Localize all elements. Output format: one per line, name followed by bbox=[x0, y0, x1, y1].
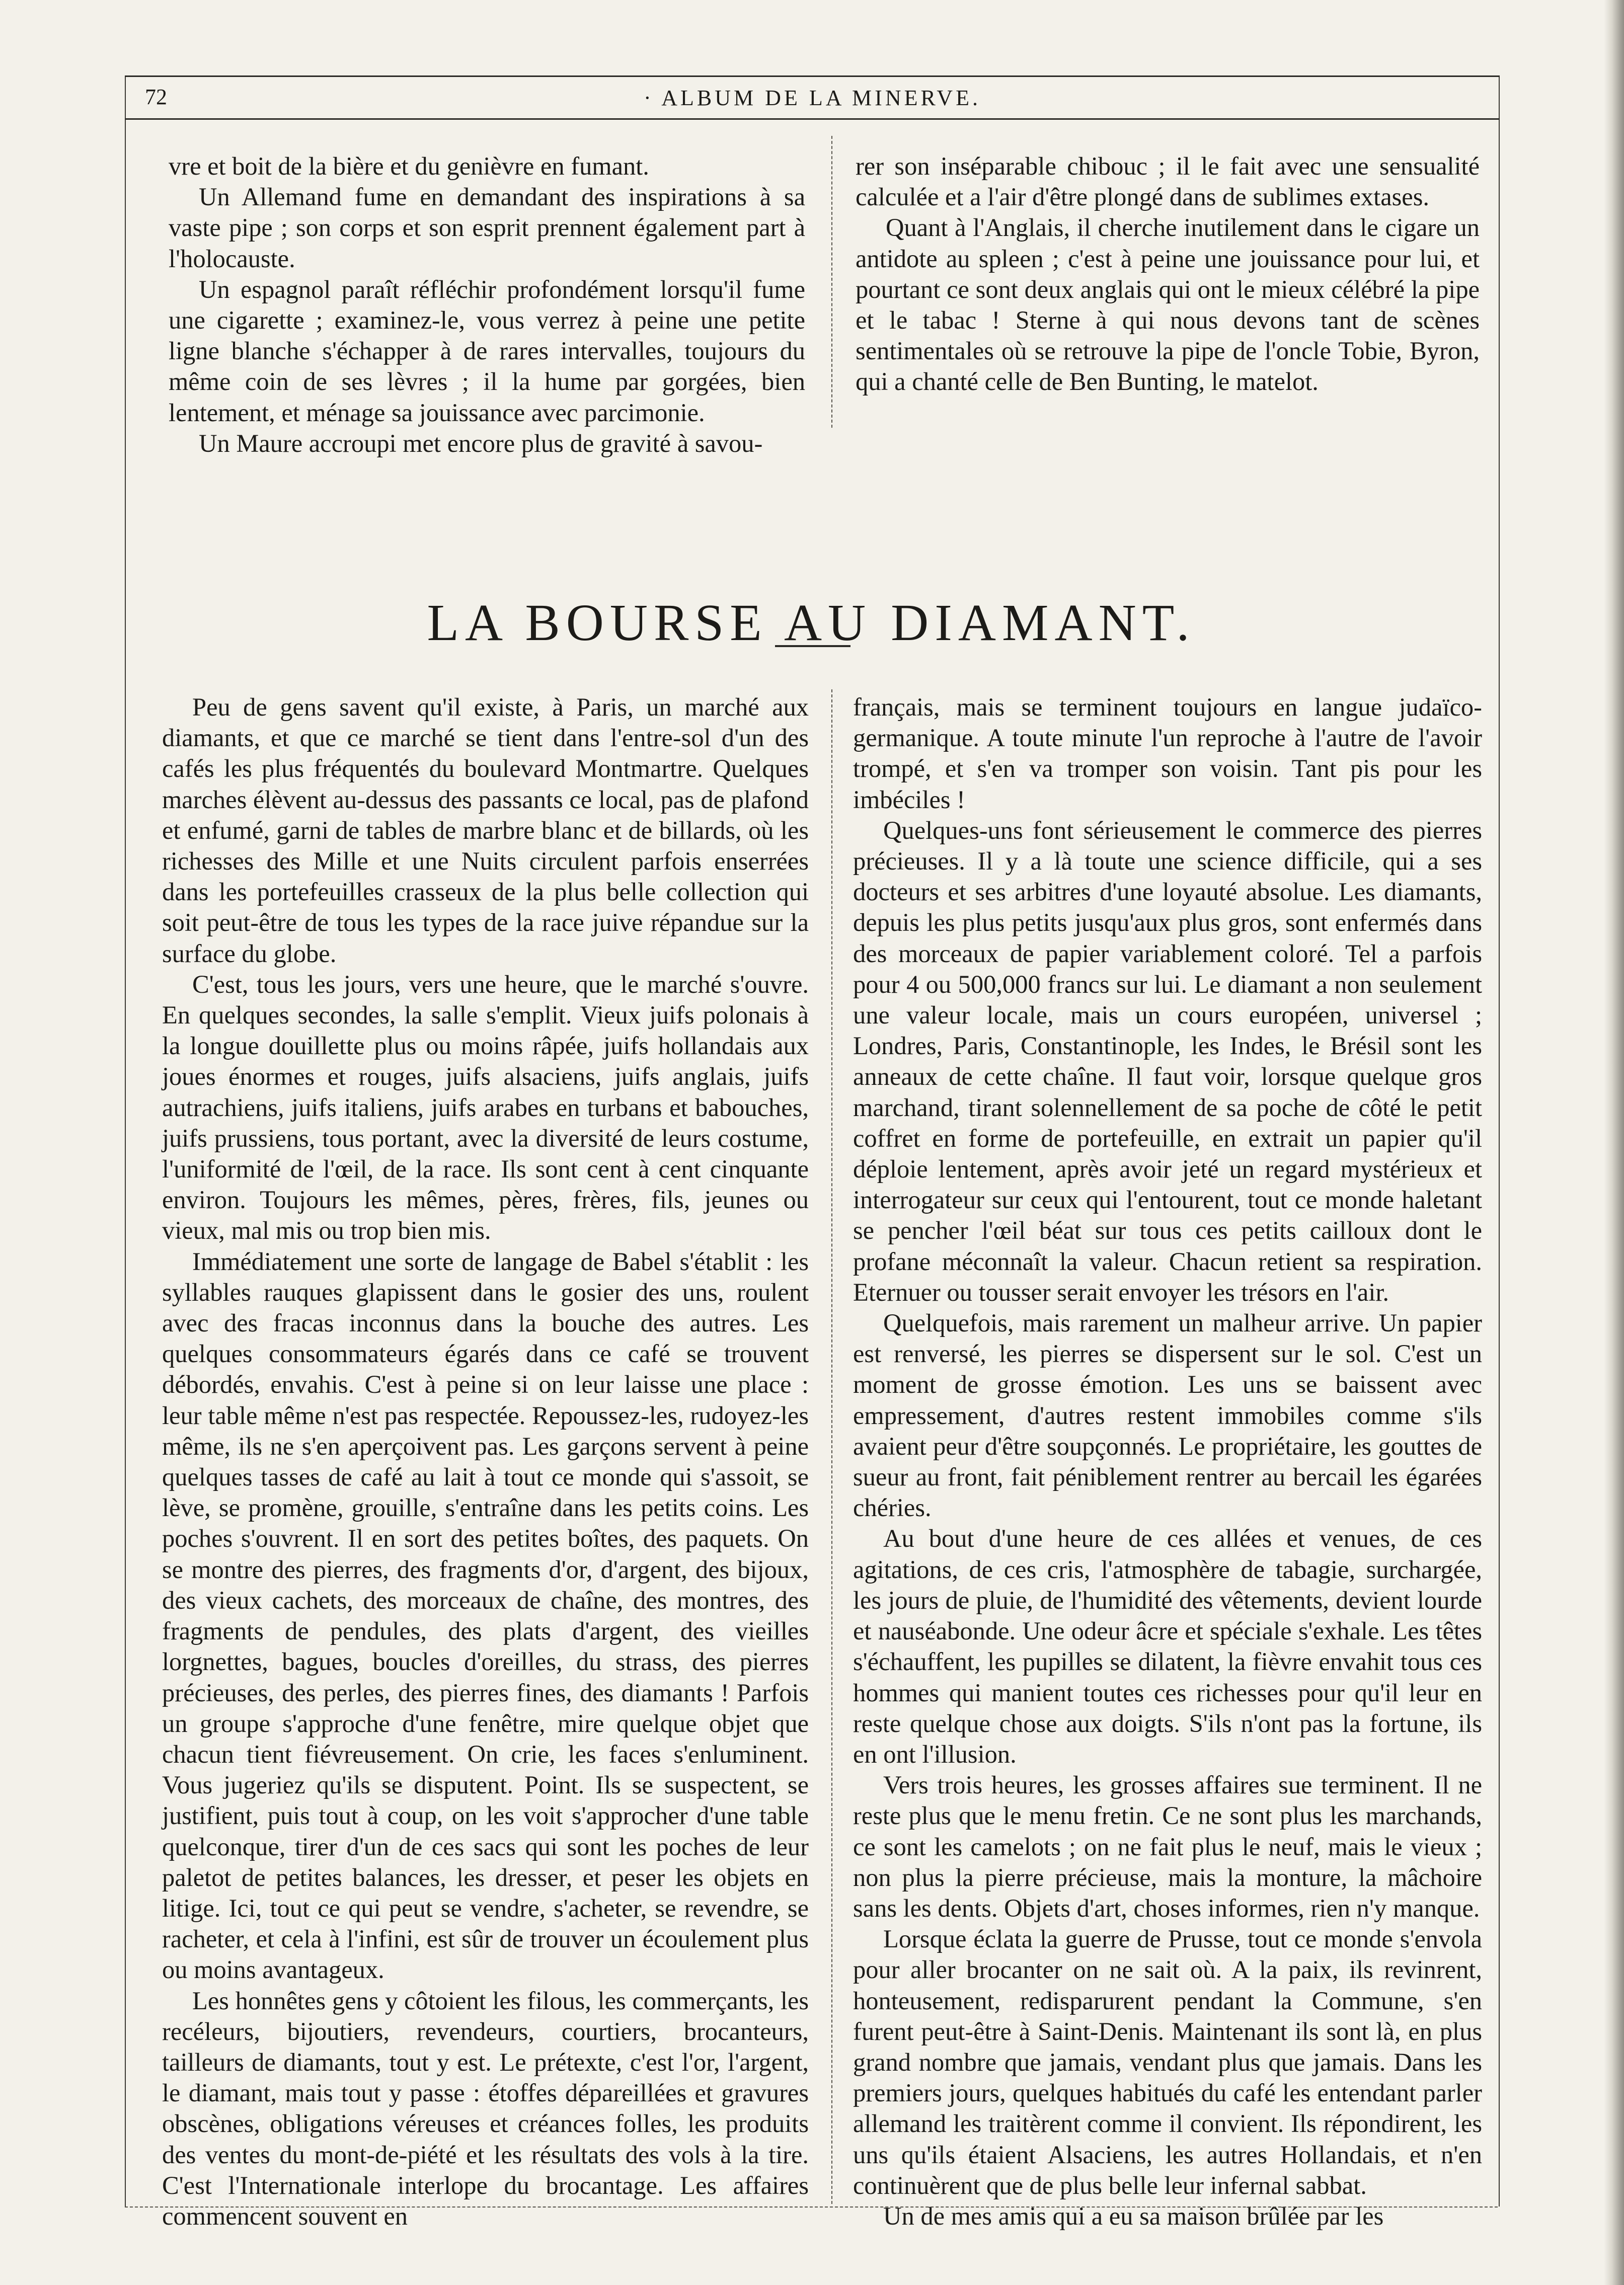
paragraph: Lorsque éclata la guerre de Prusse, tout ce monde s'envola pour aller brocanter on ne sait où. A la paix, ils revinrent, honteusement, redisparurent pendant la Commune, s'en furent peut-être à Saint-Denis. Maintenant ils sont là, en plus grand nombre que jamais, vendant plus que jamais. Dans les premiers jours, quelques habitués du café les entendant parler allemand les traitèrent comme il convient. Ils répondirent, les uns qu'ils étaient Alsaciens, les autres Hollandais, et n'en continuèrent que de plus belle leur infernal sabbat. bbox=[853, 1925, 1482, 2199]
paragraph: Immédiatement une sorte de langage de Babel s'établit : les syllables rauques glapissent dans le gosier des uns, roulent avec des fracas inconnus dans la bouche des autres. Les quelques consommateurs égarés dans ce café se trouvent débordés, envahis. C'est à peine si on leur laisse une place : leur table même n'est pas respectée. Repoussez-les, rudoyez-les même, ils ne s'en aperçoivent pas. Les garçons servent à peine quelques tasses de café au lait à tout ce monde qui s'assoit, se lève, se promène, grouille, s'entraîne dans les petits coins. Les poches s'ouvrent. Il en sort des petites boîtes, des paquets. On se montre des pierres, des fragments d'or, d'argent, des bijoux, des vieux cachets, des morceaux de chaîne, des montres, des fragments de pendules, des plats d'argent, des vieilles lorgnettes, bagues, boucles d'oreilles, du strass, des pierres précieuses, des perles, des pierres fines, des diamants ! Parfois un groupe s'approche d'une fenêtre, mire quelque objet que chacun tient fiévreusement. On crie, les faces s'enluminent. Vous jugeriez qu'ils se disputent. Point. Ils se suspectent, se justifient, puis tout à coup, on les voit s'approcher d'une table quelconque, tirer d'un de ces sacs qui sont les poches de leur paletot de petites balances, les dresser, et peser les objets en litige. Ici, tout ce qui peut se vendre, s'acheter, se revendre, se racheter, et cela à l'infini, est sûr de trouver un écoulement plus ou moins avantageux. bbox=[162, 1247, 809, 1984]
article-title: LA BOURSE AU DIAMANT. bbox=[427, 593, 1196, 652]
page-number: 72 bbox=[145, 85, 167, 109]
top-right-column bbox=[856, 151, 1480, 398]
paragraph: rer son inséparable chibouc ; il le fait avec une sensualité calculée et a l'air d'être plongé dans de sublimes extases. bbox=[856, 152, 1480, 211]
paragraph: Au bout d'une heure de ces allées et venues, de ces agitations, de ces cris, l'atmosphère de tabagie, surchargée, les jours de pluie, de l'humidité des vêtements, devient lourde et nauséabonde. Une odeur âcre et spéciale s'exhale. Les têtes s'échauffent, les pupilles se dilatent, la fièvre envahit tous ces hommes qui manient toutes ces richesses pour qu'il leur en reste quelque chose aux doigts. S'ils n'ont pas la fortune, ils en ont l'illusion. bbox=[853, 1524, 1482, 1768]
page-binding-edge bbox=[1604, 0, 1624, 2285]
paragraph: français, mais se terminent toujours en langue judaïco-germanique. A toute minute l'un reproche à l'autre de l'avoir trompé, et s'en va tromper son voisin. Tant pis pour les imbéciles ! bbox=[853, 693, 1482, 814]
paragraph: Un Allemand fume en demandant des inspirations à sa vaste pipe ; son corps et son esprit prennent également part à l'holocauste. bbox=[169, 183, 805, 273]
paragraph: Quelques-uns font sérieusement le commerce des pierres précieuses. Il y a là toute une science difficile, qui a ses docteurs et ses arbitres d'une loyauté absolue. Les diamants, depuis les plus petits jusqu'aux plus gros, sont enfermés dans des morceaux de papier variablement coloré. Tel a parfois pour 4 ou 500,000 francs sur lui. Le diamant a non seulement une valeur locale, mais un cours européen, universel ; Londres, Paris, Constantinople, les Indes, le Brésil sont les anneaux de cette chaîne. Il faut voir, lorsque quelque gros marchand, tirant solennellement de sa poche de côté le petit coffret en forme de portefeuille, en extrait un papier qu'il déploie lentement, après avoir jeté un regard mystérieux et interrogateur sur ceux qui l'entourent, tout ce monde haletant se pencher l'œil béat sur tous ces petits cailloux dont le profane méconnaît la valeur. Chacun retient sa respiration. Eternuer ou tousser serait envoyer les trésors en l'air. bbox=[853, 816, 1482, 1306]
footer-rule bbox=[125, 2207, 1498, 2208]
column-divider bbox=[831, 136, 832, 428]
paragraph: Vers trois heures, les grosses affaires sue terminent. Il ne reste plus que le menu fretin. Ce ne sont plus les marchands, ce sont les camelots ; on ne fait plus le neuf, mais le vieux ; non plus la pierre précieuse, mais la monture, la mâchoire sans les dents. Objets d'art, choses informes, rien n'y manque. bbox=[853, 1771, 1482, 1922]
title-rule bbox=[775, 645, 850, 647]
paragraph: Quant à l'Anglais, il cherche inutilement dans le cigare un antidote au spleen ; c'est à peine une jouissance pour lui, et pourtant ce sont deux anglais qui ont le mieux célébré la pipe et le tabac ! Sterne à qui nous devons tant de scènes sentimentales où se retrouve la pipe de l'oncle Tobie, Byron, qui a chanté celle de Ben Bunting, le matelot. bbox=[856, 213, 1480, 396]
paragraph: Peu de gens savent qu'il existe, à Paris, un marché aux diamants, et que ce marché se tient dans l'entre-sol d'un des cafés les plus fréquentés du boulevard Montmartre. Quelques marches élèvent au-dessus des passants ce local, pas de plafond et enfumé, garni de tables de marbre blanc et de billards, où les richesses des Mille et une Nuits circulent parfois enserrées dans les portefeuilles crasseux de la plus belle collection qui soit peut-être de tous les types de la race juive répandue sur la surface du globe. bbox=[162, 693, 809, 968]
paragraph: Quelquefois, mais rarement un malheur arrive. Un papier est renversé, les pierres se dispersent sur le sol. C'est un moment de grosse émotion. Les uns se baissent avec empressement, d'autres restent immobiles comme s'ils avaient peur d'être soupçonnés. Le propriétaire, les gouttes de sueur au front, fait péniblement rentrer au bercail les égarées chéries. bbox=[853, 1309, 1482, 1522]
column-divider bbox=[831, 689, 832, 2204]
paragraph: vre et boit de la bière et du genièvre en fumant. bbox=[169, 152, 649, 180]
paragraph: Un Maure accroupi met encore plus de gravité à savou- bbox=[199, 429, 763, 457]
journal-title: · ALBUM DE LA MINERVE. bbox=[644, 86, 981, 110]
top-left-column bbox=[169, 151, 805, 459]
article-right-column bbox=[853, 692, 1482, 2232]
paragraph: C'est, tous les jours, vers une heure, que le marché s'ouvre. En quelques secondes, la salle s'emplit. Vieux juifs polonais à la longue douillette plus ou moins râpée, juifs hollandais aux joues énormes et rouges, juifs alsaciens, juifs anglais, juifs autrachiens, juifs italiens, juifs arabes en turbans et babouches, juifs prussiens, tous portant, avec la diversité de leurs costume, l'uniformité de l'œil, de la race. Ils sont cent à cent cinquante environ. Toujours les mêmes, pères, frères, fils, jeunes ou vieux, mal mis ou trop bien mis. bbox=[162, 970, 809, 1245]
paragraph: Les honnêtes gens y côtoient les filous, les commerçants, les recéleurs, bijoutiers, revendeurs, courtiers, brocanteurs, tailleurs de diamants, tout y est. Le prétexte, c'est l'or, l'argent, le diamant, mais tout y passe : étoffes dépareillées et gravures obscènes, obligations véreuses et créances folles, les produits des ventes du mont-de-piété et les résultats des vols à la tire. C'est l'Internationale interlope du brocantage. Les affaires commencent souvent en bbox=[162, 1986, 809, 2230]
paragraph: Un espagnol paraît réfléchir profondément lorsqu'il fume une cigarette ; examinez-le, vous verrez à peine une petite ligne blanche s'échapper à de rares intervalles, toujours du même coin de ses lèvres ; il la hume par gorgées, bien lentement, et ménage sa jouissance avec parcimonie. bbox=[169, 275, 805, 427]
paragraph: Un de mes amis qui a eu sa maison brûlée par les bbox=[883, 2201, 1384, 2230]
article-left-column bbox=[162, 692, 809, 2232]
running-header bbox=[125, 75, 1500, 120]
